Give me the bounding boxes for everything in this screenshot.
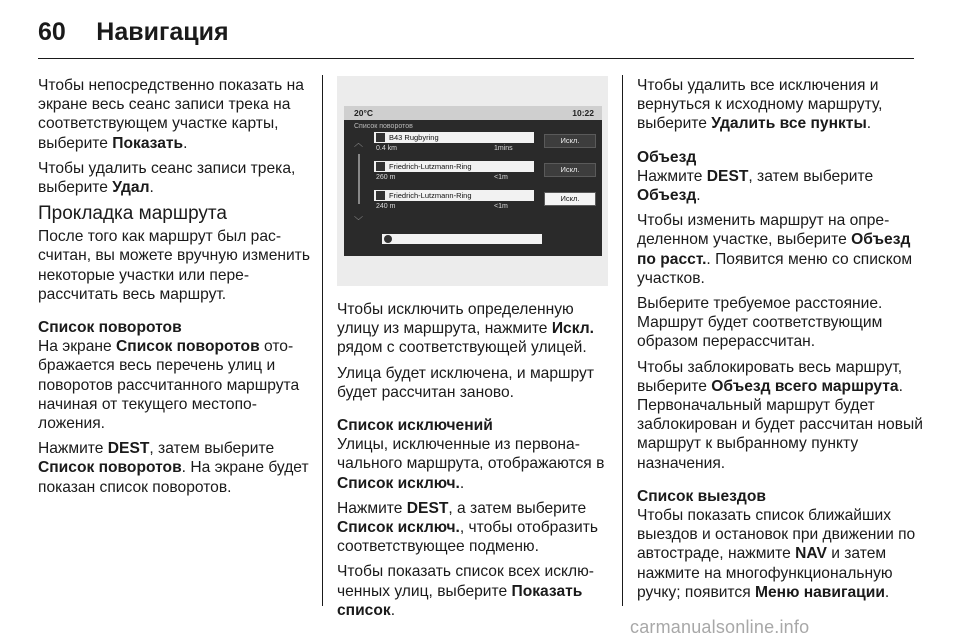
chevron-down-icon[interactable]: ﹀: [354, 216, 364, 226]
page-title: Навигация: [96, 18, 229, 46]
paragraph: Чтобы заблокировать весь маршрут, выберите Объезд всего маршрута. Первоначальный маршрут будет заблокирован и будет рассчитан новый маршрут к выбранному пункту назначения.: [637, 358, 923, 472]
exclude-button[interactable]: Искл.: [544, 163, 596, 177]
paragraph: Чтобы удалить все исключения и вернуться к исходному маршруту, выберите Удалить все пункты.: [637, 77, 883, 133]
scroll-control[interactable]: [352, 136, 366, 226]
turn-list-row[interactable]: [374, 132, 564, 156]
chevron-up-icon[interactable]: ︿: [354, 138, 364, 148]
subheading-exclusion-list: Список исключений: [337, 417, 493, 435]
term-delete: Удал: [112, 179, 150, 197]
road-icon: [376, 191, 385, 200]
subheading-turn-list: Список поворотов: [38, 319, 182, 337]
distance: 260 m: [376, 174, 396, 181]
page-header: [38, 18, 229, 48]
subheading-detour: Объезд: [637, 148, 697, 166]
destination-row[interactable]: [382, 234, 542, 244]
duration: 1mins: [494, 145, 513, 152]
distance: 240 m: [376, 203, 396, 210]
header-rule: [38, 58, 914, 59]
watermark: carmanualsonline.info: [630, 617, 810, 637]
column-3: [637, 76, 927, 608]
exclude-button[interactable]: Искл.: [544, 134, 596, 148]
section-heading-route: Прокладка маршрута: [38, 203, 227, 225]
duration: <1m: [494, 174, 508, 181]
paragraph: Улицы, исключенные из первоначального маршрута, отображаются в Список исключ..: [337, 436, 605, 492]
exclude-button-selected[interactable]: Искл.: [544, 192, 596, 206]
paragraph: На экране Список поворотов отображается весь перечень улиц и поворотов рассчитанного маршрута начиная от текущего местоположения.: [38, 338, 300, 433]
paragraph: Чтобы изменить маршрут на определенном участке, выберите Объезд по расст.. Появится меню со списком участков.: [637, 212, 913, 287]
paragraph: Чтобы удалить сеанс записи трека, выберите Удал.: [38, 159, 296, 197]
column-2: [337, 300, 609, 626]
term-show: Показать: [112, 134, 184, 152]
street-name: Friedrich-Lutzmann-Ring: [389, 191, 472, 200]
infotainment-screen: [344, 106, 602, 256]
clock: 10:22: [572, 108, 594, 118]
scrollbar[interactable]: [358, 154, 360, 204]
screenshot-figure: [337, 76, 608, 286]
paragraph: Чтобы показать список всех исключенных улиц, выберите Показать список.: [337, 563, 594, 619]
paragraph: После того как маршрут был рассчитан, вы можете вручную изменить некоторые участки или перерассчитать весь маршрут.: [38, 228, 310, 303]
page-number: 60: [38, 18, 66, 46]
destination-icon: [384, 235, 392, 243]
turn-list-row[interactable]: [374, 190, 564, 214]
road-icon: [376, 162, 385, 171]
paragraph: Нажмите DEST, затем выберите Объезд.: [637, 167, 874, 205]
paragraph: Улица будет исключена, и маршрут будет рассчитан заново.: [337, 364, 594, 401]
paragraph: Нажмите DEST, а затем выберите Список исключ., чтобы отобразить соответствующее подменю.: [337, 499, 598, 556]
paragraph: Чтобы непосредственно показать на экране весь сеанс записи трека на соответствующем участке карты, выберите Показать.: [38, 77, 304, 152]
paragraph: Нажмите DEST, затем выберите Список поворотов. На экране будет показан список поворотов.: [38, 440, 309, 496]
paragraph: Чтобы исключить определенную улицу из маршрута, нажмите Искл. рядом с соответствующей улицей.: [337, 301, 594, 357]
column-divider-2: [622, 75, 623, 606]
paragraph: Выберите требуемое расстояние. Маршрут будет соответствующим образом перерассчитан.: [637, 295, 883, 351]
temperature: 20°C: [354, 108, 373, 118]
duration: <1m: [494, 203, 508, 210]
screen-subtitle: Список поворотов: [354, 123, 413, 130]
subheading-exit-list: Список выездов: [637, 487, 766, 505]
distance: 0.4 km: [376, 145, 398, 152]
road-icon: [376, 133, 385, 142]
column-1: [38, 76, 312, 503]
status-bar: [344, 106, 602, 120]
column-divider-1: [322, 75, 323, 606]
paragraph: Чтобы показать список ближайших выездов и остановок при движении по автостраде, нажмите NAV и затем нажмите на многофункциональную ручку; появится Меню навигации.: [637, 507, 916, 601]
street-name: Friedrich-Lutzmann-Ring: [389, 162, 472, 171]
street-name: B43 Rugbyring: [389, 133, 439, 142]
turn-list-row[interactable]: [374, 161, 564, 185]
